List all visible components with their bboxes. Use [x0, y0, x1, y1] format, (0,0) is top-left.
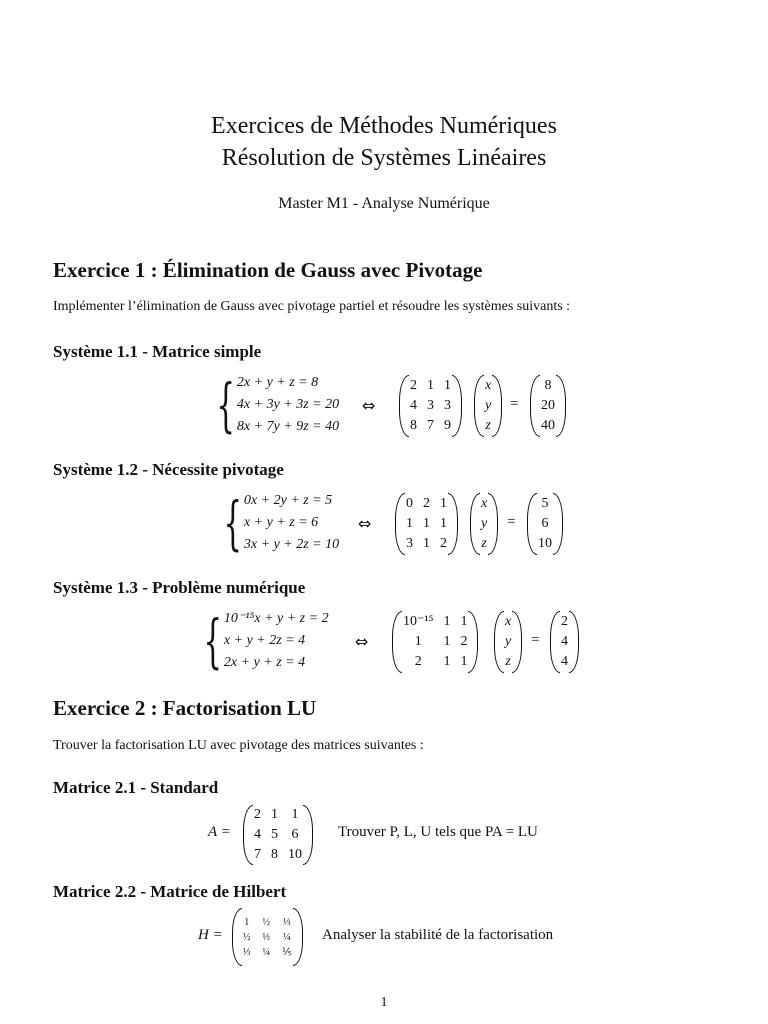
- system-1-2-rhs-vector: [527, 493, 563, 555]
- matrix-cell: 1: [443, 654, 451, 669]
- vector-cell: y: [485, 398, 492, 413]
- vector-cell: x: [485, 378, 492, 393]
- equation-row: x + y + z = 6: [243, 515, 319, 530]
- matrix-cell: 7: [254, 847, 261, 862]
- exercise2-intro: Trouver la factorisation LU avec pivotage des matrices suivantes :: [53, 738, 424, 753]
- matrix-cell: 10⁻¹⁵: [403, 614, 434, 629]
- vector-cell: 5: [541, 496, 549, 511]
- exercise1-intro: Implémenter l’élimination de Gauss avec pivotage partiel et résoudre les systèmes suivants :: [53, 299, 571, 314]
- matrix-cell: 9: [444, 418, 451, 433]
- matrix-cell: 1: [244, 916, 250, 928]
- matrix-cell: 2: [410, 378, 417, 393]
- vector-cell: x: [481, 496, 488, 511]
- system-1-1-equations: [198, 372, 339, 438]
- matrix-cell: ¼: [283, 931, 291, 943]
- hilbert-matrix: [232, 908, 303, 966]
- matrix-cell: ½: [262, 916, 270, 928]
- matrix-cell: ¼: [262, 946, 270, 958]
- vector-cell: 4: [561, 634, 568, 649]
- matrix-cell: 1: [427, 378, 434, 393]
- system-1-1-heading: Système 1.1 - Matrice simple: [53, 342, 262, 361]
- matrix-2-2-task: Analyser la stabilité de la factorisation: [322, 927, 554, 943]
- exercise1-heading: Exercice 1 : Élimination de Gauss avec Pivotage: [53, 258, 483, 282]
- matrix-a: [243, 805, 313, 865]
- system-1-2-variable-vector: [470, 493, 498, 555]
- matrix-cell: 1: [406, 516, 413, 531]
- vector-cell: 10: [538, 536, 552, 551]
- equation-row: x + y + 2z = 4: [223, 633, 306, 648]
- equals-sign: =: [510, 396, 519, 412]
- matrix-cell: 1: [443, 634, 451, 649]
- matrix-2-2-heading: Matrice 2.2 - Matrice de Hilbert: [53, 882, 287, 901]
- document-title-line1: Exercices de Méthodes Numériques: [211, 113, 557, 139]
- equals-sign: =: [531, 632, 540, 648]
- document-subtitle: Master M1 - Analyse Numérique: [278, 195, 490, 212]
- equation-row: 3x + y + 2z = 10: [243, 537, 340, 552]
- matrix-cell: 1: [291, 807, 299, 822]
- system-1-3-coefficient-matrix: [392, 611, 478, 673]
- matrix-cell: 10: [288, 847, 302, 862]
- equation-row: 2x + y + z = 4: [223, 655, 306, 670]
- matrix-cell: 0: [406, 496, 413, 511]
- equivalence-symbol: ⇔: [355, 632, 369, 651]
- matrix-cell: 1: [423, 516, 430, 531]
- matrix-cell: ⅓: [243, 946, 251, 958]
- system-1-2-heading: Système 1.2 - Nécessite pivotage: [53, 460, 284, 479]
- matrix-2-1-task: Trouver P, L, U tels que PA = LU: [338, 824, 538, 840]
- vector-cell: x: [505, 614, 512, 629]
- matrix-a-label: A =: [208, 824, 231, 840]
- matrix-cell: 1: [440, 496, 447, 511]
- left-brace: {: [216, 371, 235, 439]
- system-1-3-variable-vector: [494, 611, 522, 673]
- matrix-cell: ⅓: [283, 916, 291, 928]
- matrix-cell: 2: [423, 496, 430, 511]
- equation-row: 2x + y + z = 8: [236, 375, 319, 390]
- matrix-cell: 1: [423, 536, 430, 551]
- matrix-h-label: H =: [198, 927, 223, 943]
- left-brace: {: [223, 489, 242, 557]
- vector-cell: y: [505, 634, 512, 649]
- equation-row: 4x + 3y + 3z = 20: [236, 397, 340, 412]
- matrix-cell: ⅓: [262, 931, 270, 943]
- matrix-cell: 1: [460, 614, 468, 629]
- system-1-2-equations: [205, 490, 339, 556]
- equation-row: 8x + 7y + 9z = 40: [236, 419, 340, 434]
- matrix-cell: 3: [406, 536, 413, 551]
- system-1-3-rhs-vector: [550, 611, 579, 673]
- matrix-cell: 2: [460, 634, 468, 649]
- matrix-cell: 1: [443, 614, 451, 629]
- exercise2-heading: Exercice 2 : Factorisation LU: [53, 696, 317, 720]
- matrix-cell: 3: [427, 398, 434, 413]
- equivalence-symbol: ⇔: [358, 514, 372, 533]
- system-1-2-coefficient-matrix: [395, 493, 458, 555]
- matrix-cell: 5: [271, 827, 278, 842]
- vector-cell: 20: [541, 398, 555, 413]
- left-brace: {: [203, 607, 222, 675]
- matrix-cell: 1: [460, 654, 468, 669]
- matrix-cell: 3: [444, 398, 451, 413]
- system-1-1-rhs-vector: [530, 375, 566, 437]
- system-1-1-variable-vector: [474, 375, 502, 437]
- document-title-line2: Résolution de Systèmes Linéaires: [221, 145, 547, 171]
- matrix-cell: 8: [410, 418, 417, 433]
- matrix-cell: 4: [254, 827, 261, 842]
- vector-cell: z: [485, 418, 491, 433]
- matrix-cell: ½: [243, 931, 251, 943]
- matrix-cell: ⅕: [282, 946, 292, 958]
- matrix-cell: 2: [254, 807, 261, 822]
- system-1-3-heading: Système 1.3 - Problème numérique: [53, 578, 306, 597]
- vector-cell: y: [481, 516, 488, 531]
- system-1-3-equations: [185, 608, 329, 674]
- vector-cell: 40: [541, 418, 555, 433]
- matrix-cell: 1: [444, 378, 451, 393]
- matrix-2-1-heading: Matrice 2.1 - Standard: [53, 778, 219, 797]
- system-1-1-coefficient-matrix: [399, 375, 462, 437]
- vector-cell: z: [481, 536, 487, 551]
- vector-cell: 8: [544, 378, 552, 393]
- matrix-cell: 6: [291, 827, 299, 842]
- vector-cell: 4: [561, 654, 568, 669]
- matrix-cell: 8: [271, 847, 278, 862]
- matrix-cell: 2: [440, 536, 447, 551]
- equivalence-symbol: ⇔: [362, 396, 376, 415]
- vector-cell: 2: [561, 614, 568, 629]
- equals-sign: =: [507, 514, 516, 530]
- matrix-cell: 1: [271, 807, 278, 822]
- matrix-cell: 1: [440, 516, 447, 531]
- page-number: 1: [380, 995, 388, 1010]
- matrix-cell: 4: [410, 398, 417, 413]
- matrix-cell: 7: [427, 418, 434, 433]
- equation-row: 10⁻¹⁵x + y + z = 2: [223, 611, 329, 626]
- matrix-cell: 1: [414, 634, 422, 649]
- vector-cell: 6: [541, 516, 549, 531]
- vector-cell: z: [505, 654, 511, 669]
- equation-row: 0x + 2y + z = 5: [243, 493, 333, 508]
- matrix-cell: 2: [414, 654, 422, 669]
